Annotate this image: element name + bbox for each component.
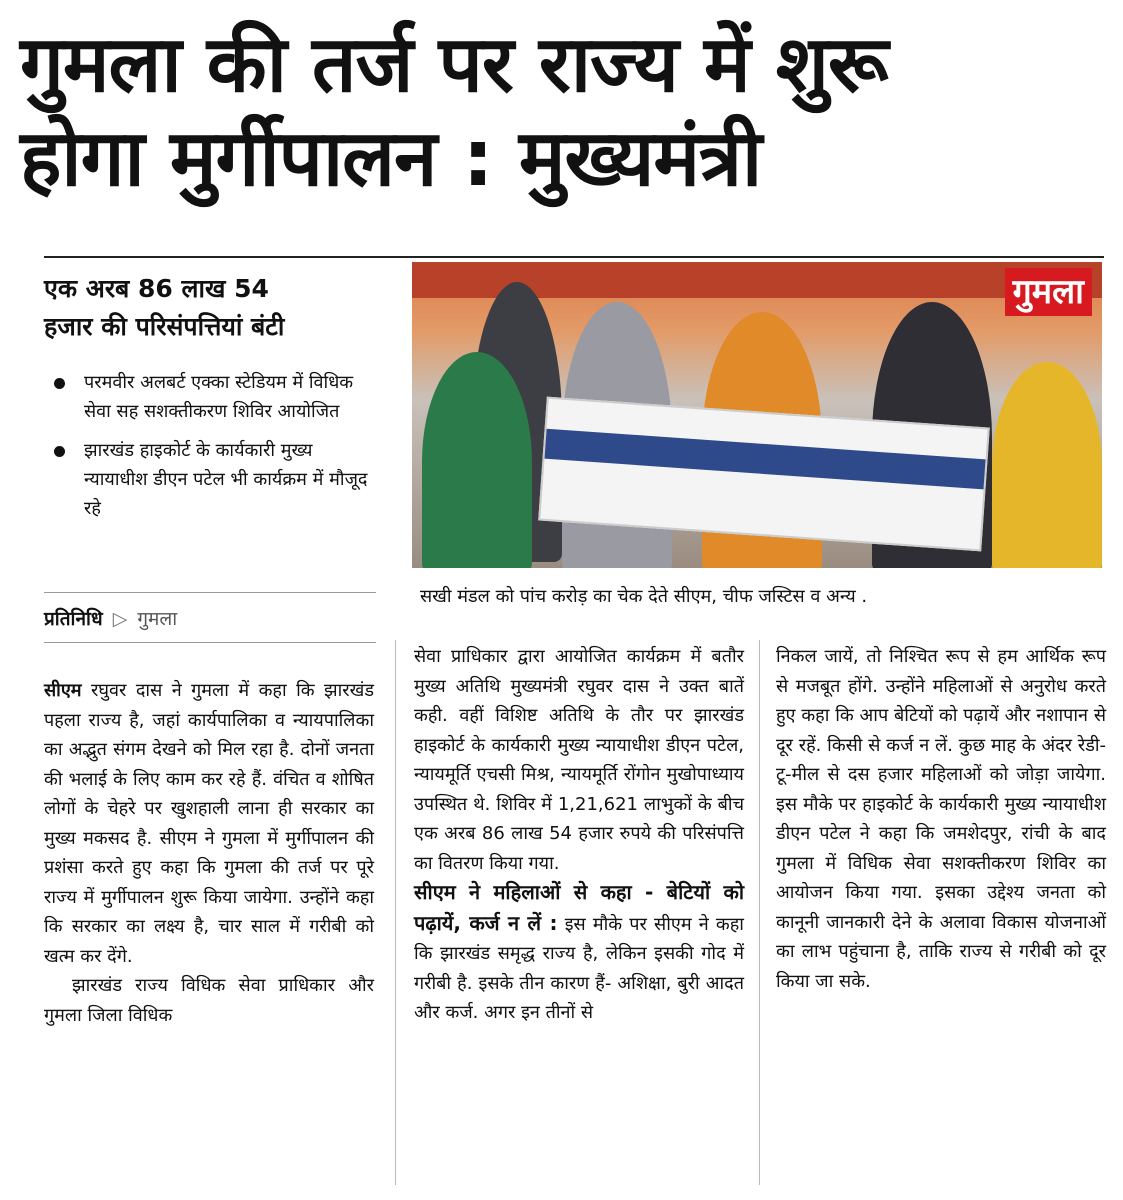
byline-divider — [44, 592, 376, 593]
subheadline — [44, 270, 364, 346]
play-arrow-icon: ▷ — [112, 608, 128, 630]
photo-person — [992, 362, 1102, 568]
subheadline-line-2: हजार की परिसंपत्तियां बंटी — [44, 312, 285, 341]
bullet-item: झारखंड हाइकोर्ट के कार्यकारी मुख्य न्यायाधीश डीएन पटेल भी कार्यक्रम में मौजूद रहे — [44, 436, 374, 523]
byline-author: प्रतिनिधि — [44, 608, 103, 630]
article-column-3 — [776, 642, 1106, 996]
byline-place: गुमला — [137, 608, 178, 630]
photo-caption: सखी मंडल को पांच करोड़ का चेक देते सीएम, चीफ जस्टिस व अन्य . — [420, 586, 868, 607]
column-2-para-1: सेवा प्राधिकार द्वारा आयोजित कार्यक्रम में बतौर मुख्य अतिथि मुख्यमंत्री रघुवर दास ने उक्त बातें कही. वहीं विशिष्ट अतिथि के तौर पर झारखंड हाइकोर्ट के कार्यकारी मुख्य न्यायाधीश डीएन पटेल, न्यायमूर्ति एचसी मिश्र, न्यायमूर्ति रोंगोन मुखोपाध्याय उपस्थित थे. शिविर में 1,21,621 लाभुकों के बीच एक अरब 86 लाख 54 हजार रुपये की परिसंपत्ति का वितरण किया गया. — [414, 646, 744, 874]
headline-line-2: होगा मुर्गीपालन : मुख्यमंत्री — [20, 114, 762, 204]
column-divider — [395, 640, 396, 1185]
column-2-para-2 — [414, 878, 744, 1028]
bullet-item: परमवीर अलबर्ट एक्का स्टेडियम में विधिक सेवा सह सशक्तीकरण शिविर आयोजित — [44, 368, 374, 426]
dropcap-lead: सीएम — [44, 680, 82, 701]
headline-line-1: गुमला की तर्ज पर राज्य में शुरू — [20, 20, 888, 110]
column-1-para-1 — [44, 676, 374, 971]
location-tag: गुमला — [1005, 268, 1092, 316]
byline — [44, 605, 177, 633]
column-3-para-1: निकल जायें, तो निश्चित रूप से हम आर्थिक रूप से मजबूत होंगे. उन्होंने महिलाओं से अनुरोध करते हुए कहा कि आप बेटियों को पढ़ायें और नशापान से दूर रहें. किसी से कर्ज न लें. कुछ माह के अंदर रेडी-टू-मील से दस हजार महिलाओं को जोड़ा जायेगा. इस मौके पर हाइकोर्ट के कार्यकारी मुख्य न्यायाधीश डीएन पटेल ने कहा कि जमशेदपुर, रांची के बाद गुमला में विधिक सेवा सशक्तीकरण शिविर का आयोजन किया गया. इसका उद्देश्य जनता को कानूनी जानकारी देने के अलावा विकास योजनाओं का लाभ पहुंचाना है, ताकि राज्य से गरीबी को दूर किया जा सके. — [776, 646, 1106, 992]
headline-rule — [44, 256, 1104, 258]
byline-divider — [44, 642, 376, 643]
photo-person — [422, 352, 532, 568]
news-photo — [412, 262, 1102, 568]
column-1-para-2: झारखंड राज्य विधिक सेवा प्राधिकार और गुमला जिला विधिक — [44, 975, 374, 1026]
article-column-2 — [414, 642, 744, 1028]
headline — [20, 18, 1105, 206]
subheadline-line-1: एक अरब 86 लाख 54 — [44, 274, 269, 303]
column-1-text: रघुवर दास ने गुमला में कहा कि झारखंड पहला राज्य है, जहां कार्यपालिका व न्यायपालिका का अद्भुत संगम देखने को मिल रहा है. दोनों जनता की भलाई के लिए काम कर रहे हैं. वंचित व शोषित लोगों के चेहरे पर खुशहाली लाना ही सरकार का मुख्य मकसद है. सीएम ने गुमला में मुर्गीपालन की प्रशंसा करते हुए कहा कि गुमला की तर्ज पर पूरे राज्य में मुर्गीपालन शुरू किया जायेगा. उन्होंने कहा कि सरकार का लक्ष्य है, चार साल में गरीबी को खत्म कर देंगे. — [44, 680, 375, 967]
bullet-list — [44, 368, 374, 533]
column-2-text: इस मौके पर सीएम ने कहा कि झारखंड समृद्ध राज्य है, लेकिन इसकी गोद में गरीबी है. इसके तीन कारण हैं- अशिक्षा, बुरी आदत और कर्ज. अगर इन तीनों से — [414, 913, 744, 1023]
article-column-1 — [44, 676, 374, 1030]
subsection-heading: सीएम ने महिलाओं से कहा - बेटियों को पढ़ायें, कर्ज न लें : — [414, 880, 744, 935]
column-divider — [759, 640, 760, 1185]
